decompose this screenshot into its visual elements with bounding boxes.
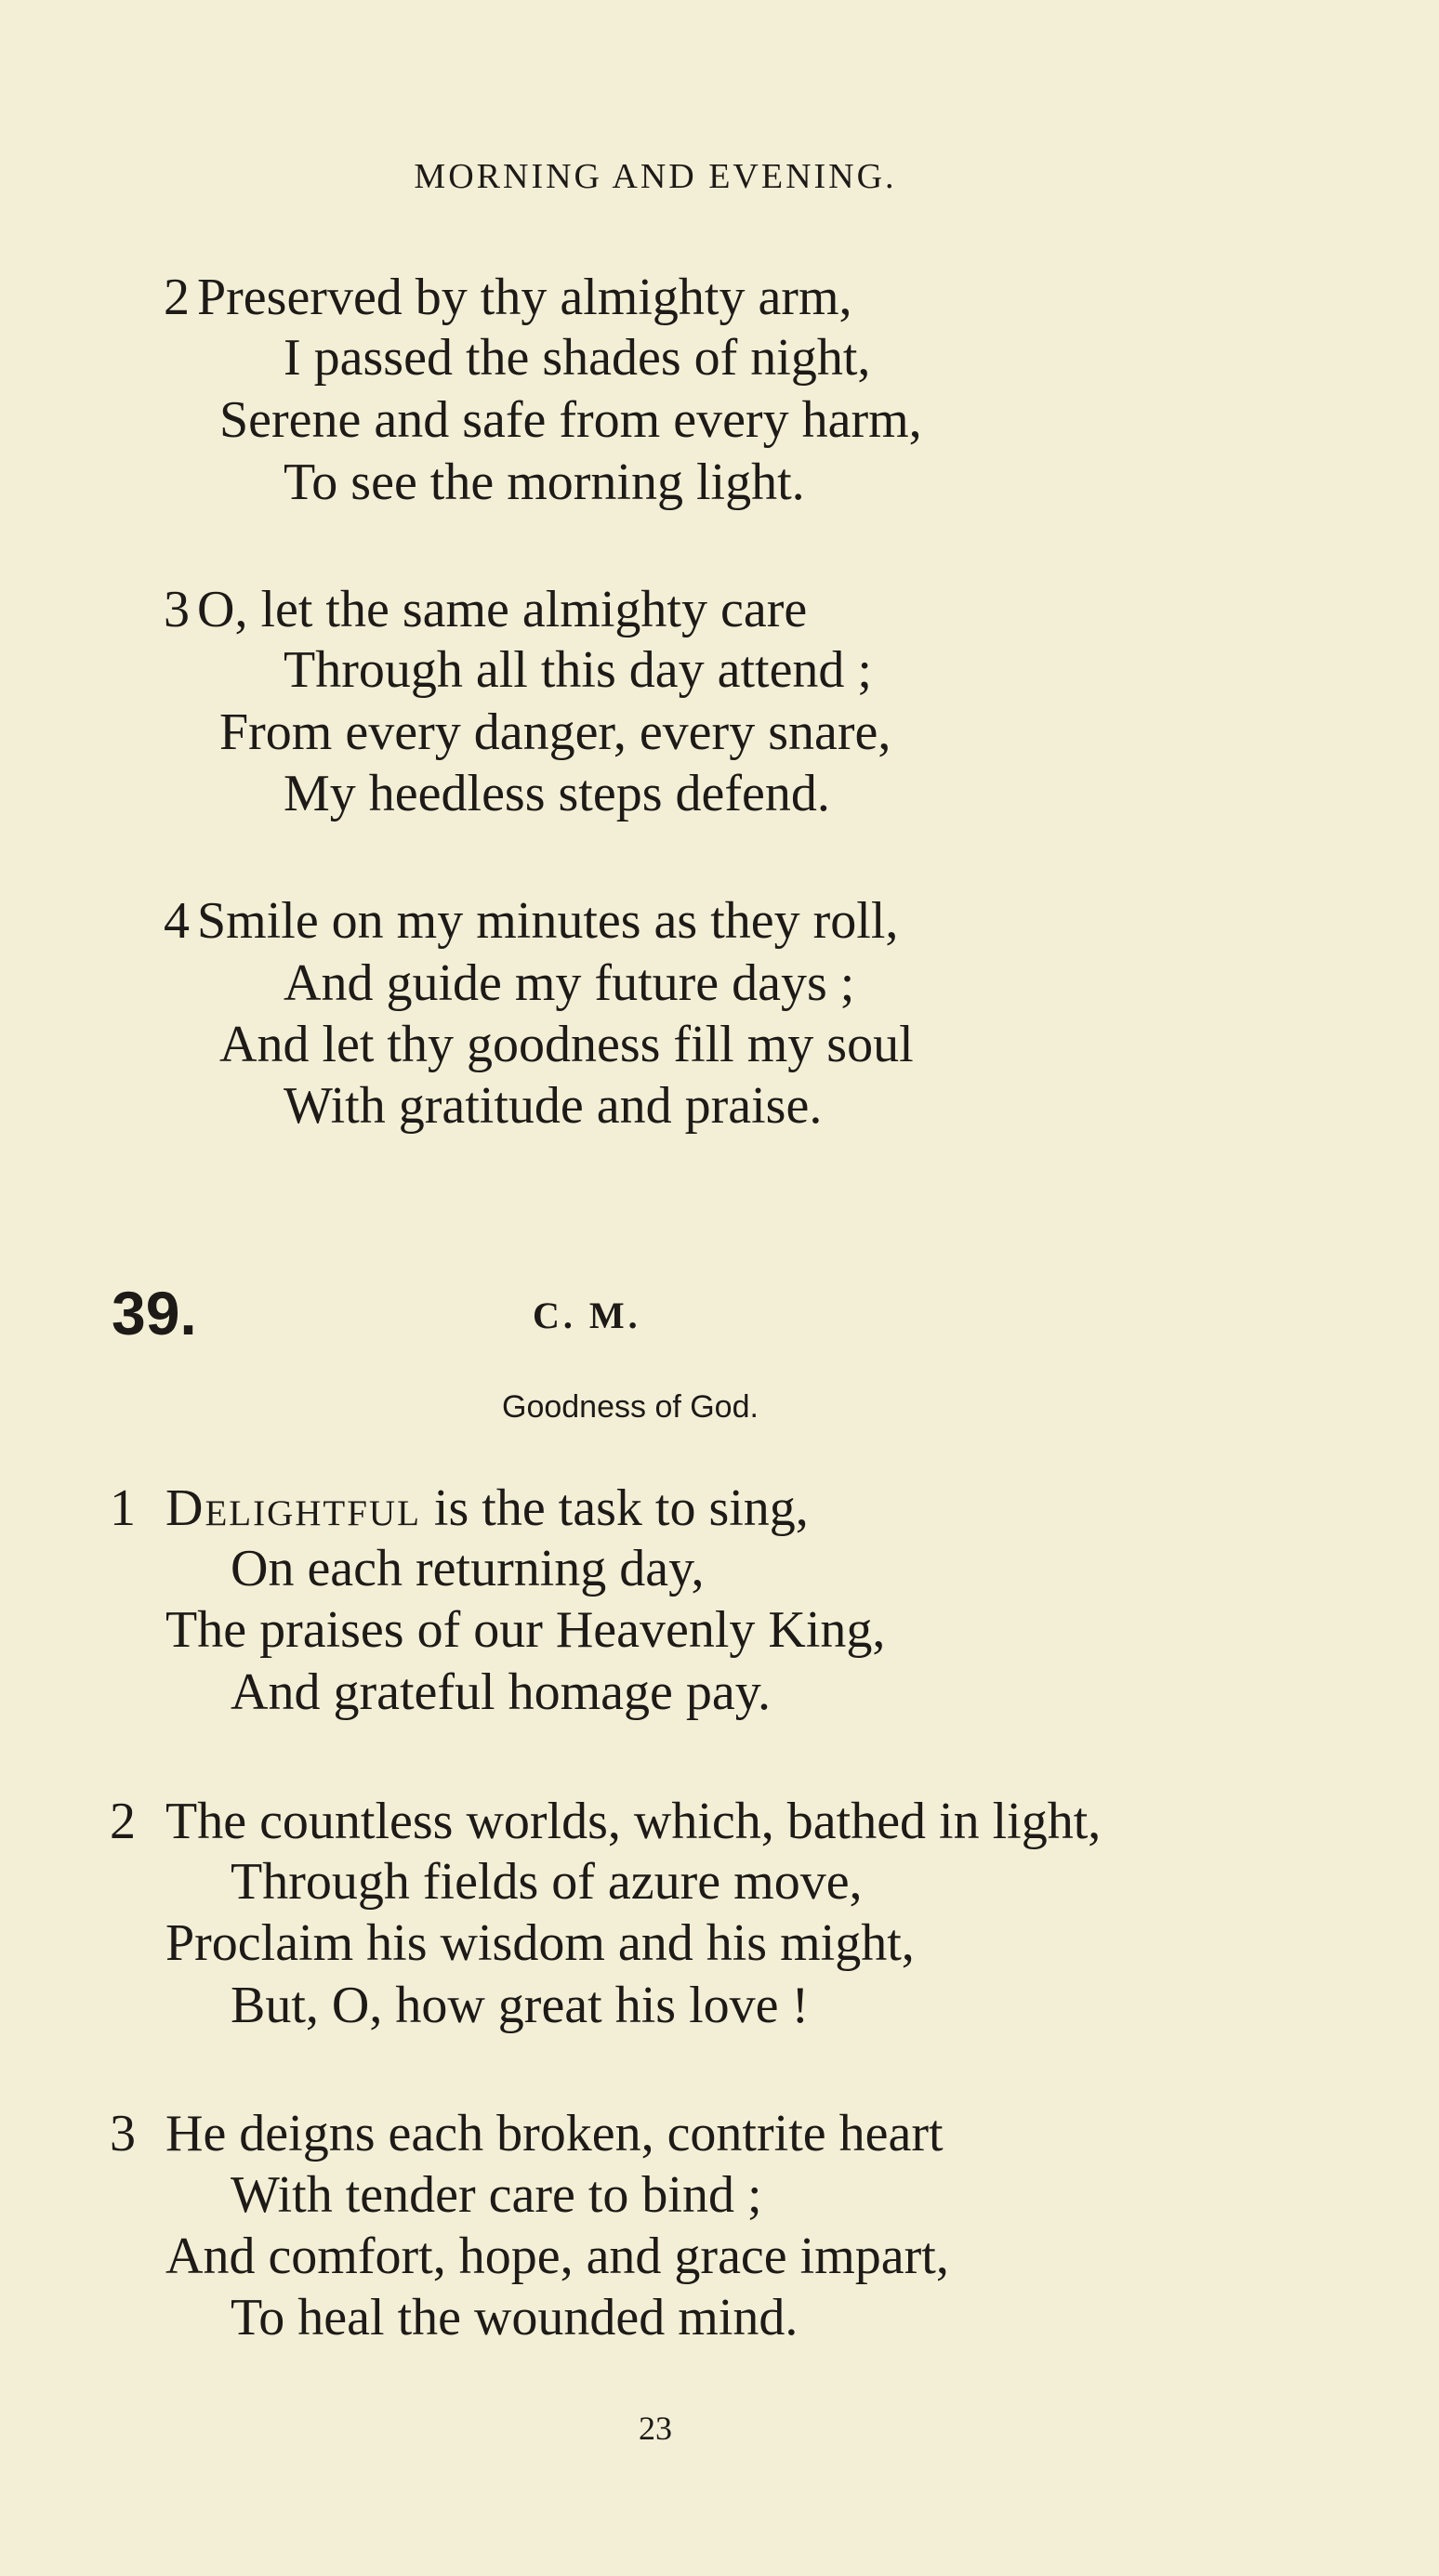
hymn-number: 39. xyxy=(112,1279,197,1347)
verse-line: The countless worlds, which, bathed in light, xyxy=(165,1793,1102,1850)
verse-line: To heal the wounded mind. xyxy=(231,2289,799,2346)
verse-line: Preserved by thy almighty arm, xyxy=(197,269,852,326)
verse-line: Through all this day attend ; xyxy=(284,641,872,699)
verse-line: And grateful homage pay. xyxy=(231,1663,772,1721)
verse-line: Smile on my minutes as they roll, xyxy=(197,892,899,950)
verse-line: And comfort, hope, and grace impart, xyxy=(165,2228,949,2285)
page-number: 23 xyxy=(639,2410,672,2447)
stanza-number: 1 xyxy=(110,1479,136,1537)
verse-line: And guide my future days ; xyxy=(284,954,855,1012)
stanza-number: 2 xyxy=(164,269,190,326)
verse-line: Serene and safe from every harm, xyxy=(219,391,922,449)
verse-line: O, let the same almighty care xyxy=(197,581,808,638)
verse-line-rest: is the task to sing, xyxy=(420,1479,809,1537)
stanza-number: 2 xyxy=(110,1793,136,1850)
verse-line: Through fields of azure move, xyxy=(231,1853,863,1911)
stanza-number: 3 xyxy=(164,581,190,638)
stanza-number: 4 xyxy=(164,892,190,950)
verse-line: He deigns each broken, contrite heart xyxy=(165,2105,944,2162)
verse-line: Proclaim his wisdom and his might, xyxy=(165,1914,915,1972)
verse-line: My heedless steps defend. xyxy=(284,765,830,822)
verse-line: To see the morning light. xyxy=(284,453,805,511)
verse-line: With gratitude and praise. xyxy=(284,1077,823,1135)
hymn-meter: C. M. xyxy=(533,1295,641,1336)
verse-line: On each returning day, xyxy=(231,1540,705,1597)
verse-line: From every danger, every snare, xyxy=(219,703,891,761)
verse-line: And let thy goodness fill my soul xyxy=(219,1016,914,1073)
running-head: MORNING AND EVENING. xyxy=(414,157,897,196)
stanza-number: 3 xyxy=(110,2105,136,2162)
hymn-title: Goodness of God. xyxy=(502,1389,759,1425)
first-word: Delightful xyxy=(165,1479,421,1537)
verse-line xyxy=(165,1479,809,1537)
verse-line: I passed the shades of night, xyxy=(284,329,871,387)
verse-line: With tender care to bind ; xyxy=(231,2166,762,2224)
verse-line: The praises of our Heavenly King, xyxy=(165,1601,886,1659)
verse-line: But, O, how great his love ! xyxy=(231,1977,810,2034)
